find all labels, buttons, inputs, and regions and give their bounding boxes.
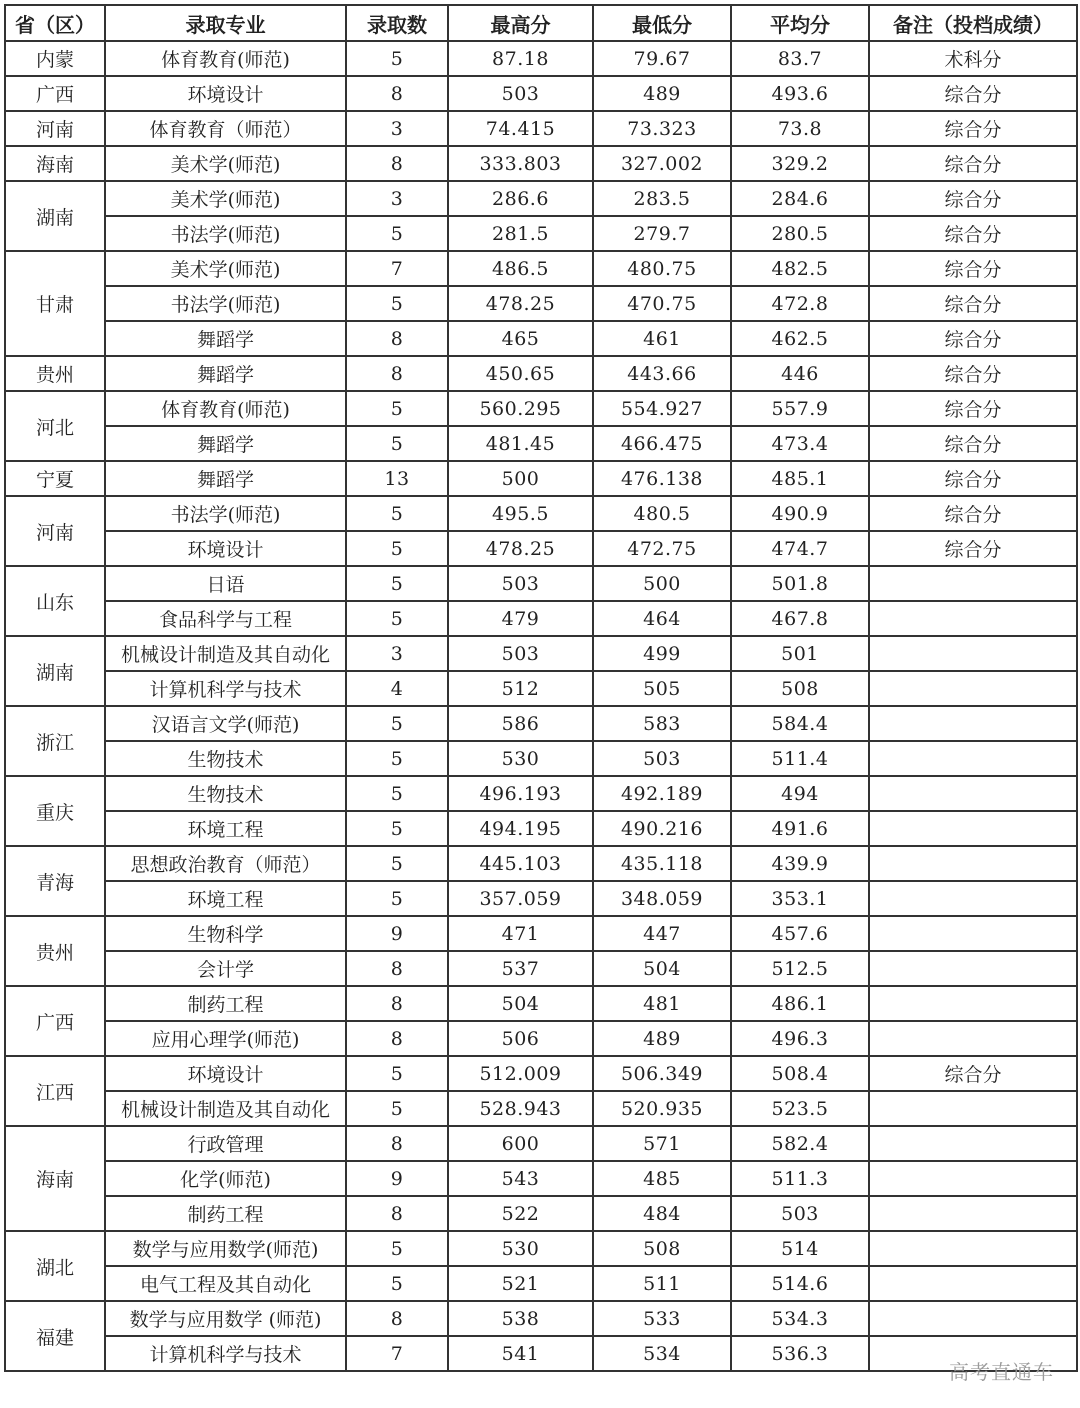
admitted-count-cell: 9 [346,1161,448,1196]
major-cell: 汉语言文学(师范) [105,706,346,741]
max-score-cell: 357.059 [448,881,593,916]
max-score-cell: 496.193 [448,776,593,811]
table-row [5,951,1077,986]
table-body [5,41,1077,1371]
avg-score-cell: 353.1 [731,881,869,916]
avg-score-cell: 536.3 [731,1336,869,1371]
major-cell: 环境设计 [105,76,346,111]
admitted-count-cell: 5 [346,741,448,776]
min-score-cell: 485 [593,1161,731,1196]
avg-score-cell: 557.9 [731,391,869,426]
max-score-cell: 486.5 [448,251,593,286]
province-cell: 贵州 [5,356,105,391]
min-score-cell: 283.5 [593,181,731,216]
table-row [5,811,1077,846]
table-row [5,1161,1077,1196]
major-cell: 体育教育(师范) [105,41,346,76]
major-cell: 行政管理 [105,1126,346,1161]
remark-cell: 综合分 [869,1056,1077,1091]
major-cell: 日语 [105,566,346,601]
max-score-cell: 478.25 [448,286,593,321]
remark-cell [869,811,1077,846]
table-row [5,706,1077,741]
max-score-cell: 478.25 [448,531,593,566]
header-remark: 备注（投档成绩） [869,5,1077,41]
remark-cell [869,741,1077,776]
province-cell: 湖北 [5,1231,105,1301]
province-cell: 宁夏 [5,461,105,496]
major-cell: 电气工程及其自动化 [105,1266,346,1301]
admitted-count-cell: 5 [346,391,448,426]
table-row [5,1126,1077,1161]
avg-score-cell: 462.5 [731,321,869,356]
admitted-count-cell: 5 [346,531,448,566]
table-row [5,601,1077,636]
max-score-cell: 87.18 [448,41,593,76]
province-cell: 山东 [5,566,105,636]
province-cell: 内蒙 [5,41,105,76]
max-score-cell: 450.65 [448,356,593,391]
major-cell: 生物技术 [105,776,346,811]
major-cell: 体育教育（师范） [105,111,346,146]
remark-cell: 综合分 [869,426,1077,461]
avg-score-cell: 534.3 [731,1301,869,1336]
table-row [5,356,1077,391]
avg-score-cell: 473.4 [731,426,869,461]
avg-score-cell: 508.4 [731,1056,869,1091]
max-score-cell: 560.295 [448,391,593,426]
avg-score-cell: 503 [731,1196,869,1231]
max-score-cell: 503 [448,76,593,111]
min-score-cell: 480.5 [593,496,731,531]
table-row [5,426,1077,461]
min-score-cell: 505 [593,671,731,706]
avg-score-cell: 514.6 [731,1266,869,1301]
province-cell: 河南 [5,496,105,566]
min-score-cell: 447 [593,916,731,951]
max-score-cell: 481.45 [448,426,593,461]
admitted-count-cell: 8 [346,951,448,986]
max-score-cell: 512.009 [448,1056,593,1091]
major-cell: 书法学(师范) [105,496,346,531]
admitted-count-cell: 5 [346,1056,448,1091]
table-row [5,321,1077,356]
remark-cell [869,986,1077,1021]
admitted-count-cell: 5 [346,426,448,461]
remark-cell [869,916,1077,951]
province-cell: 广西 [5,76,105,111]
table-row [5,251,1077,286]
remark-cell: 综合分 [869,216,1077,251]
max-score-cell: 471 [448,916,593,951]
max-score-cell: 504 [448,986,593,1021]
table-row [5,636,1077,671]
major-cell: 书法学(师范) [105,286,346,321]
table-row [5,881,1077,916]
remark-cell [869,1231,1077,1266]
admitted-count-cell: 4 [346,671,448,706]
avg-score-cell: 472.8 [731,286,869,321]
major-cell: 化学(师范) [105,1161,346,1196]
avg-score-cell: 284.6 [731,181,869,216]
major-cell: 舞蹈学 [105,321,346,356]
major-cell: 机械设计制造及其自动化 [105,1091,346,1126]
remark-cell [869,566,1077,601]
max-score-cell: 333.803 [448,146,593,181]
admitted-count-cell: 8 [346,321,448,356]
remark-cell [869,671,1077,706]
avg-score-cell: 490.9 [731,496,869,531]
remark-cell [869,776,1077,811]
remark-cell: 综合分 [869,531,1077,566]
header-min-score: 最低分 [593,5,731,41]
max-score-cell: 538 [448,1301,593,1336]
min-score-cell: 490.216 [593,811,731,846]
province-cell: 福建 [5,1301,105,1371]
table-row [5,181,1077,216]
table-row [5,41,1077,76]
table-row [5,496,1077,531]
max-score-cell: 479 [448,601,593,636]
header-max-score: 最高分 [448,5,593,41]
major-cell: 环境设计 [105,531,346,566]
avg-score-cell: 582.4 [731,1126,869,1161]
max-score-cell: 530 [448,1231,593,1266]
major-cell: 制药工程 [105,986,346,1021]
table-row [5,741,1077,776]
remark-cell: 综合分 [869,76,1077,111]
watermark-text: 高考直通车 [949,1360,1054,1384]
province-cell: 广西 [5,986,105,1056]
admitted-count-cell: 5 [346,216,448,251]
max-score-cell: 286.6 [448,181,593,216]
province-cell: 湖南 [5,181,105,251]
table-row [5,1021,1077,1056]
min-score-cell: 534 [593,1336,731,1371]
major-cell: 舞蹈学 [105,461,346,496]
min-score-cell: 481 [593,986,731,1021]
table-row [5,111,1077,146]
avg-score-cell: 494 [731,776,869,811]
admitted-count-cell: 8 [346,1196,448,1231]
avg-score-cell: 486.1 [731,986,869,1021]
min-score-cell: 503 [593,741,731,776]
admission-scores-table [4,4,1078,1372]
avg-score-cell: 474.7 [731,531,869,566]
remark-cell [869,601,1077,636]
remark-cell: 综合分 [869,461,1077,496]
avg-score-cell: 329.2 [731,146,869,181]
major-cell: 舞蹈学 [105,426,346,461]
major-cell: 环境工程 [105,811,346,846]
avg-score-cell: 496.3 [731,1021,869,1056]
min-score-cell: 533 [593,1301,731,1336]
min-score-cell: 504 [593,951,731,986]
admitted-count-cell: 5 [346,881,448,916]
min-score-cell: 470.75 [593,286,731,321]
avg-score-cell: 511.4 [731,741,869,776]
admitted-count-cell: 13 [346,461,448,496]
table-row [5,286,1077,321]
avg-score-cell: 491.6 [731,811,869,846]
header-admitted-count: 录取数 [346,5,448,41]
avg-score-cell: 501 [731,636,869,671]
table-row [5,216,1077,251]
avg-score-cell: 523.5 [731,1091,869,1126]
table-row [5,566,1077,601]
max-score-cell: 521 [448,1266,593,1301]
major-cell: 机械设计制造及其自动化 [105,636,346,671]
max-score-cell: 541 [448,1336,593,1371]
min-score-cell: 327.002 [593,146,731,181]
remark-cell [869,846,1077,881]
min-score-cell: 499 [593,636,731,671]
min-score-cell: 554.927 [593,391,731,426]
min-score-cell: 480.75 [593,251,731,286]
max-score-cell: 586 [448,706,593,741]
admitted-count-cell: 7 [346,251,448,286]
max-score-cell: 445.103 [448,846,593,881]
min-score-cell: 571 [593,1126,731,1161]
min-score-cell: 583 [593,706,731,741]
province-cell: 河北 [5,391,105,461]
province-cell: 湖南 [5,636,105,706]
province-cell: 江西 [5,1056,105,1126]
admitted-count-cell: 5 [346,776,448,811]
remark-cell [869,1161,1077,1196]
major-cell: 计算机科学与技术 [105,1336,346,1371]
admitted-count-cell: 5 [346,1091,448,1126]
major-cell: 环境设计 [105,1056,346,1091]
province-cell: 海南 [5,1126,105,1231]
province-cell: 贵州 [5,916,105,986]
remark-cell: 综合分 [869,391,1077,426]
table-row [5,671,1077,706]
min-score-cell: 466.475 [593,426,731,461]
major-cell: 美术学(师范) [105,251,346,286]
major-cell: 生物技术 [105,741,346,776]
admitted-count-cell: 9 [346,916,448,951]
header-row [5,5,1077,41]
avg-score-cell: 485.1 [731,461,869,496]
major-cell: 舞蹈学 [105,356,346,391]
table-row [5,1196,1077,1231]
admitted-count-cell: 5 [346,846,448,881]
table-row [5,146,1077,181]
admitted-count-cell: 5 [346,286,448,321]
avg-score-cell: 467.8 [731,601,869,636]
admitted-count-cell: 5 [346,811,448,846]
max-score-cell: 537 [448,951,593,986]
table-row [5,916,1077,951]
major-cell: 食品科学与工程 [105,601,346,636]
admitted-count-cell: 5 [346,41,448,76]
major-cell: 数学与应用数学 (师范) [105,1301,346,1336]
table-row [5,1336,1077,1371]
admitted-count-cell: 5 [346,601,448,636]
major-cell: 体育教育(师范) [105,391,346,426]
max-score-cell: 281.5 [448,216,593,251]
province-cell: 河南 [5,111,105,146]
table-row [5,76,1077,111]
province-cell: 青海 [5,846,105,916]
remark-cell [869,1196,1077,1231]
min-score-cell: 461 [593,321,731,356]
province-cell: 重庆 [5,776,105,846]
admitted-count-cell: 8 [346,146,448,181]
major-cell: 思想政治教育（师范） [105,846,346,881]
max-score-cell: 528.943 [448,1091,593,1126]
min-score-cell: 476.138 [593,461,731,496]
header-avg-score: 平均分 [731,5,869,41]
major-cell: 应用心理学(师范) [105,1021,346,1056]
avg-score-cell: 457.6 [731,916,869,951]
table-row [5,846,1077,881]
avg-score-cell: 439.9 [731,846,869,881]
admitted-count-cell: 8 [346,986,448,1021]
header-major: 录取专业 [105,5,346,41]
major-cell: 书法学(师范) [105,216,346,251]
max-score-cell: 506 [448,1021,593,1056]
remark-cell: 综合分 [869,356,1077,391]
max-score-cell: 543 [448,1161,593,1196]
remark-cell [869,951,1077,986]
admitted-count-cell: 8 [346,76,448,111]
avg-score-cell: 514 [731,1231,869,1266]
avg-score-cell: 446 [731,356,869,391]
avg-score-cell: 511.3 [731,1161,869,1196]
table-row [5,1231,1077,1266]
min-score-cell: 348.059 [593,881,731,916]
remark-cell [869,1126,1077,1161]
avg-score-cell: 501.8 [731,566,869,601]
min-score-cell: 435.118 [593,846,731,881]
admitted-count-cell: 3 [346,111,448,146]
remark-cell [869,706,1077,741]
max-score-cell: 465 [448,321,593,356]
admitted-count-cell: 5 [346,706,448,741]
avg-score-cell: 493.6 [731,76,869,111]
major-cell: 环境工程 [105,881,346,916]
remark-cell: 综合分 [869,321,1077,356]
admitted-count-cell: 3 [346,181,448,216]
min-score-cell: 472.75 [593,531,731,566]
avg-score-cell: 584.4 [731,706,869,741]
admitted-count-cell: 8 [346,1126,448,1161]
remark-cell [869,881,1077,916]
min-score-cell: 511 [593,1266,731,1301]
min-score-cell: 506.349 [593,1056,731,1091]
min-score-cell: 508 [593,1231,731,1266]
remark-cell: 综合分 [869,181,1077,216]
remark-cell [869,1091,1077,1126]
min-score-cell: 489 [593,76,731,111]
remark-cell [869,1266,1077,1301]
max-score-cell: 600 [448,1126,593,1161]
admitted-count-cell: 8 [346,356,448,391]
min-score-cell: 79.67 [593,41,731,76]
table-row [5,986,1077,1021]
major-cell: 数学与应用数学(师范) [105,1231,346,1266]
major-cell: 美术学(师范) [105,181,346,216]
max-score-cell: 500 [448,461,593,496]
major-cell: 美术学(师范) [105,146,346,181]
min-score-cell: 520.935 [593,1091,731,1126]
max-score-cell: 512 [448,671,593,706]
remark-cell: 综合分 [869,146,1077,181]
avg-score-cell: 512.5 [731,951,869,986]
province-cell: 海南 [5,146,105,181]
admitted-count-cell: 8 [346,1301,448,1336]
table-row [5,1091,1077,1126]
table-row [5,461,1077,496]
admitted-count-cell: 5 [346,1231,448,1266]
max-score-cell: 495.5 [448,496,593,531]
min-score-cell: 279.7 [593,216,731,251]
remark-cell [869,1301,1077,1336]
avg-score-cell: 83.7 [731,41,869,76]
admitted-count-cell: 5 [346,566,448,601]
table-row [5,1056,1077,1091]
min-score-cell: 443.66 [593,356,731,391]
table-row [5,1301,1077,1336]
table-row [5,391,1077,426]
admitted-count-cell: 5 [346,496,448,531]
table-row [5,776,1077,811]
major-cell: 会计学 [105,951,346,986]
min-score-cell: 489 [593,1021,731,1056]
major-cell: 制药工程 [105,1196,346,1231]
max-score-cell: 494.195 [448,811,593,846]
avg-score-cell: 73.8 [731,111,869,146]
admitted-count-cell: 8 [346,1021,448,1056]
max-score-cell: 74.415 [448,111,593,146]
admitted-count-cell: 7 [346,1336,448,1371]
min-score-cell: 73.323 [593,111,731,146]
province-cell: 浙江 [5,706,105,776]
province-cell: 甘肃 [5,251,105,356]
remark-cell: 综合分 [869,286,1077,321]
remark-cell [869,1021,1077,1056]
max-score-cell: 503 [448,636,593,671]
max-score-cell: 503 [448,566,593,601]
major-cell: 计算机科学与技术 [105,671,346,706]
avg-score-cell: 508 [731,671,869,706]
header-province: 省（区） [5,5,105,41]
remark-cell: 综合分 [869,251,1077,286]
admitted-count-cell: 5 [346,1266,448,1301]
remark-cell: 综合分 [869,111,1077,146]
table-row [5,531,1077,566]
max-score-cell: 530 [448,741,593,776]
min-score-cell: 484 [593,1196,731,1231]
remark-cell: 术科分 [869,41,1077,76]
min-score-cell: 464 [593,601,731,636]
avg-score-cell: 482.5 [731,251,869,286]
remark-cell: 综合分 [869,496,1077,531]
remark-cell [869,636,1077,671]
min-score-cell: 500 [593,566,731,601]
avg-score-cell: 280.5 [731,216,869,251]
max-score-cell: 522 [448,1196,593,1231]
table-row [5,1266,1077,1301]
admitted-count-cell: 3 [346,636,448,671]
major-cell: 生物科学 [105,916,346,951]
min-score-cell: 492.189 [593,776,731,811]
